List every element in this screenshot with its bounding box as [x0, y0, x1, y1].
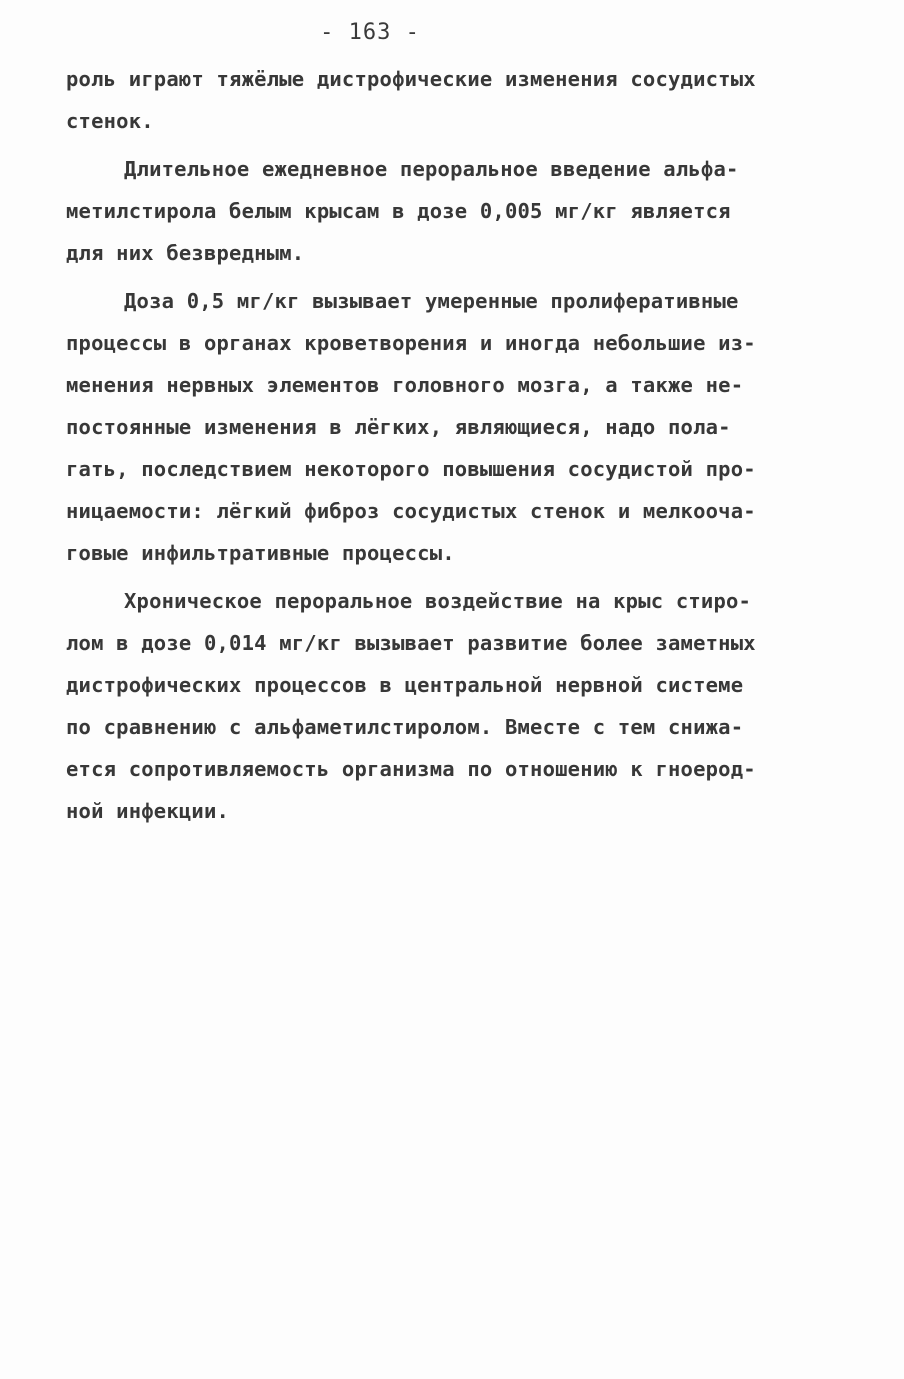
text-line: роль играют тяжёлые дистрофические изменения сосудистых: [66, 67, 756, 91]
text-line: ной инфекции.: [66, 799, 230, 823]
text-line: для них безвредным.: [66, 241, 305, 265]
text-line: говые инфильтративные процессы.: [66, 541, 455, 565]
paragraph: [66, 148, 846, 274]
page-number: - 163 -: [320, 20, 420, 45]
text-line: стенок.: [66, 109, 154, 133]
text-line: ницаемости: лёгкий фиброз сосудистых стенок и мелкоочa-: [66, 499, 756, 523]
text-line: постоянные изменения в лёгких, являющиеся, надо пола-: [66, 415, 731, 439]
text-line: лом в дозе 0,014 мг/кг вызывает развитие более заметных: [66, 631, 756, 655]
paragraph: [66, 280, 846, 574]
text-line: Хроническое пероральное воздействие на крыс стиро-: [124, 589, 752, 613]
text-line: Доза 0,5 мг/кг вызывает умеренные пролиферативные: [124, 289, 739, 313]
text-line: Длительное ежедневное пероральное введение альфа-: [124, 157, 739, 181]
text-line: процессы в органах кроветворения и иногда небольшие из-: [66, 331, 756, 355]
paragraph: [66, 58, 846, 142]
text-line: по сравнению с альфаметилстиролом. Вместе с тем снижа-: [66, 715, 744, 739]
document-body: [66, 58, 846, 832]
paragraph: [66, 580, 846, 832]
text-line: гать, последствием некоторого повышения сосудистой про-: [66, 457, 756, 481]
text-line: метилстирола белым крысам в дозе 0,005 мг/кг является: [66, 199, 731, 223]
text-line: менения нервных элементов головного мозга, а также не-: [66, 373, 744, 397]
text-line: ется сопротивляемость организма по отношению к гноерод-: [66, 757, 756, 781]
text-line: дистрофических процессов в центральной нервной системе: [66, 673, 744, 697]
